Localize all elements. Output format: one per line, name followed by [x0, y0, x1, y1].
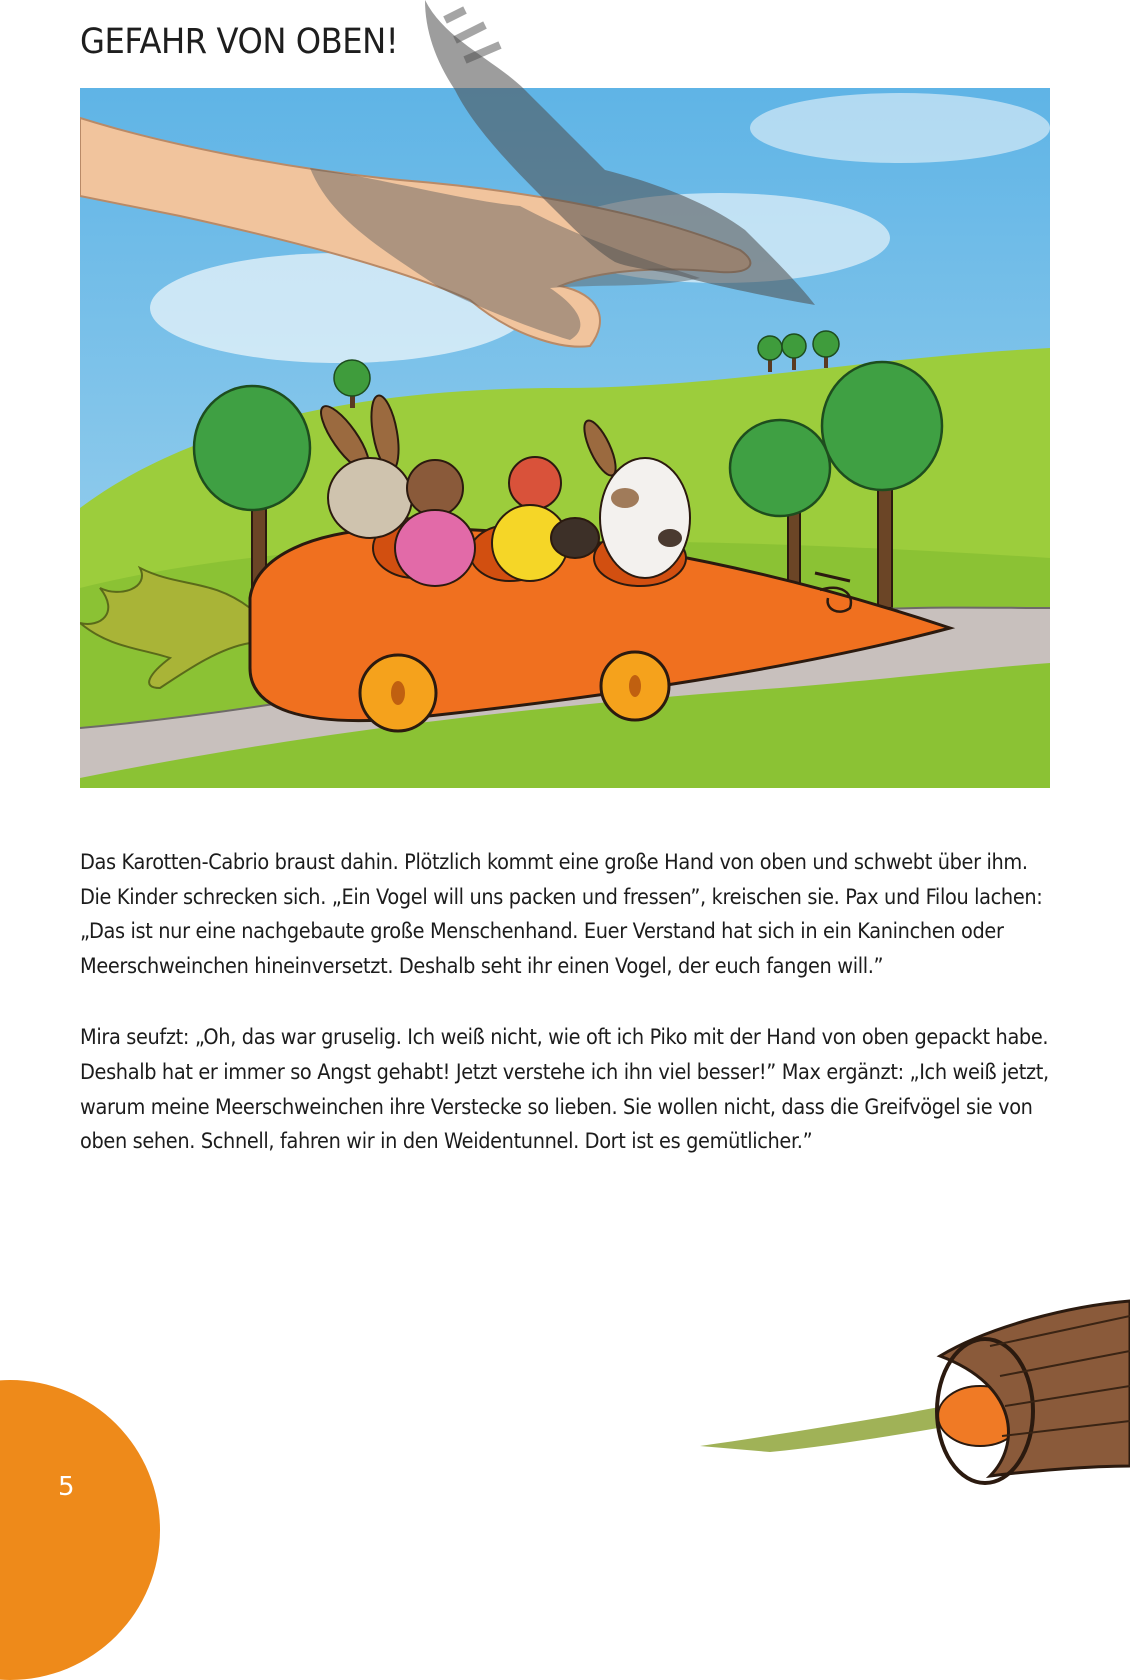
- cloud: [750, 93, 1050, 163]
- story-illustration: [80, 88, 1050, 788]
- willow-tunnel-icon: [690, 1296, 1130, 1496]
- tree-crown: [758, 336, 782, 360]
- story-text: [80, 846, 1060, 1197]
- girl-pink-shirt: [395, 510, 475, 586]
- girl-head: [407, 460, 463, 516]
- white-rabbit: [600, 458, 690, 578]
- carrot-greens-trail: [700, 1406, 950, 1452]
- boy-head: [509, 457, 561, 509]
- guinea-pig: [551, 518, 599, 558]
- story-paragraph: Das Karotten-Cabrio braust dahin. Plötzlich kommt eine große Hand von oben und schwebt über ihm. Die Kinder schrecken sich. „Ein Vogel will uns packen und fressen”, kreischen sie. Pax und Filou lachen: „Das ist nur eine nachgebaute große Menschenhand. Euer Verstand hat sich in ein Kaninchen oder Meerschweinchen hineinversetzt. Deshalb seht ihr einen Vogel, der euch fangen will.”: [80, 850, 1043, 979]
- page-title: GEFAHR VON OBEN!: [80, 22, 399, 62]
- tree-crown: [334, 360, 370, 396]
- white-rabbit-spot: [658, 529, 682, 547]
- brown-rabbit: [328, 458, 412, 538]
- tree-crown: [813, 331, 839, 357]
- page-corner-accent: [0, 1380, 160, 1680]
- tree-crown: [782, 334, 806, 358]
- story-paragraph: Mira seufzt: „Oh, das war gruselig. Ich weiß nicht, wie oft ich Piko mit der Hand von oben gepackt habe. Deshalb hat er immer so Angst gehabt! Jetzt verstehe ich ihn viel besser!” Max ergänzt: „Ich weiß jetzt, warum meine Meerschweinchen ihre Verstecke so lieben. Sie wollen nicht, dass die Greifvögel sie von oben sehen. Schnell, fahren wir in den Weidentunnel. Dort ist es gemütlicher.”: [80, 1025, 1049, 1155]
- page-number: 5: [58, 1472, 75, 1502]
- white-rabbit-spot: [611, 488, 639, 508]
